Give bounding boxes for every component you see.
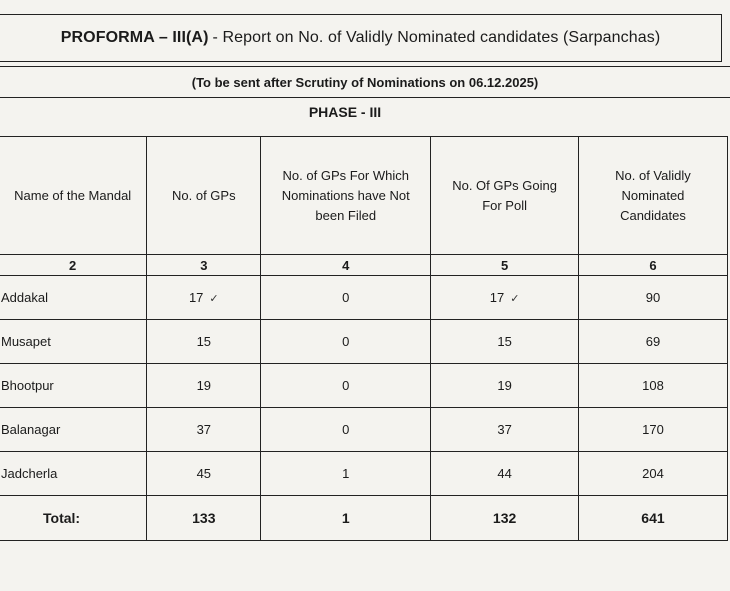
header-not-filed: No. of GPs For Which Nominations have Not been Filed (261, 137, 431, 255)
candidates-cell: 170 (578, 408, 727, 452)
tick-mark-icon: ✓ (209, 293, 219, 305)
colnum-5: 5 (431, 255, 579, 276)
table-row (0, 408, 728, 452)
report-title (0, 14, 722, 62)
total-gps: 133 (147, 496, 261, 541)
nominations-table (0, 136, 728, 541)
mandal-name: Balanagar (0, 408, 147, 452)
going-poll-cell: 15 (431, 320, 579, 364)
table-row (0, 276, 728, 320)
going-poll-cell: 44 (431, 452, 579, 496)
colnum-3: 3 (147, 255, 261, 276)
candidates-cell: 108 (578, 364, 727, 408)
candidates-cell: 90 (578, 276, 727, 320)
candidates-cell: 204 (578, 452, 727, 496)
going-poll-cell: 37 (431, 408, 579, 452)
mandal-name: Addakal (0, 276, 147, 320)
not-filed-cell: 0 (261, 364, 431, 408)
proforma-label: PROFORMA – III(A) (60, 29, 209, 46)
header-candidates: No. of Validly Nominated Candidates (578, 137, 727, 255)
gps-cell (147, 276, 261, 320)
gps-cell: 37 (147, 408, 261, 452)
not-filed-cell: 1 (261, 452, 431, 496)
gps-cell: 15 (147, 320, 261, 364)
phase-label: PHASE - III (308, 104, 382, 120)
total-label: Total: (0, 496, 147, 541)
table-row (0, 364, 728, 408)
colnum-4: 4 (261, 255, 431, 276)
header-row (0, 137, 728, 255)
gps-cell: 45 (147, 452, 261, 496)
header-going-poll: No. Of GPs Going For Poll (431, 137, 579, 255)
table-row (0, 320, 728, 364)
mandal-name: Musapet (0, 320, 147, 364)
colnum-6: 6 (578, 255, 727, 276)
report-subtitle: (To be sent after Scrutiny of Nominations on 06.12.2025) (0, 66, 730, 98)
report-title-text: - Report on No. of Validly Nominated candidates (Sarpanchas) (212, 29, 661, 46)
total-not-filed: 1 (261, 496, 431, 541)
header-mandal: Name of the Mandal (0, 137, 147, 255)
tick-mark-icon: ✓ (510, 293, 520, 305)
not-filed-cell: 0 (261, 320, 431, 364)
total-candidates: 641 (578, 496, 727, 541)
going-poll-value: 17 (489, 290, 505, 305)
mandal-name: Jadcherla (0, 452, 147, 496)
not-filed-cell: 0 (261, 408, 431, 452)
going-poll-cell (431, 276, 579, 320)
gps-value: 17 (188, 290, 204, 305)
header-gps: No. of GPs (147, 137, 261, 255)
going-poll-cell: 19 (431, 364, 579, 408)
mandal-name: Bhootpur (0, 364, 147, 408)
column-number-row (0, 255, 728, 276)
total-row (0, 496, 728, 541)
table-row (0, 452, 728, 496)
not-filed-cell: 0 (261, 276, 431, 320)
candidates-cell: 69 (578, 320, 727, 364)
colnum-2: 2 (0, 255, 147, 276)
total-going-poll: 132 (431, 496, 579, 541)
gps-cell: 19 (147, 364, 261, 408)
